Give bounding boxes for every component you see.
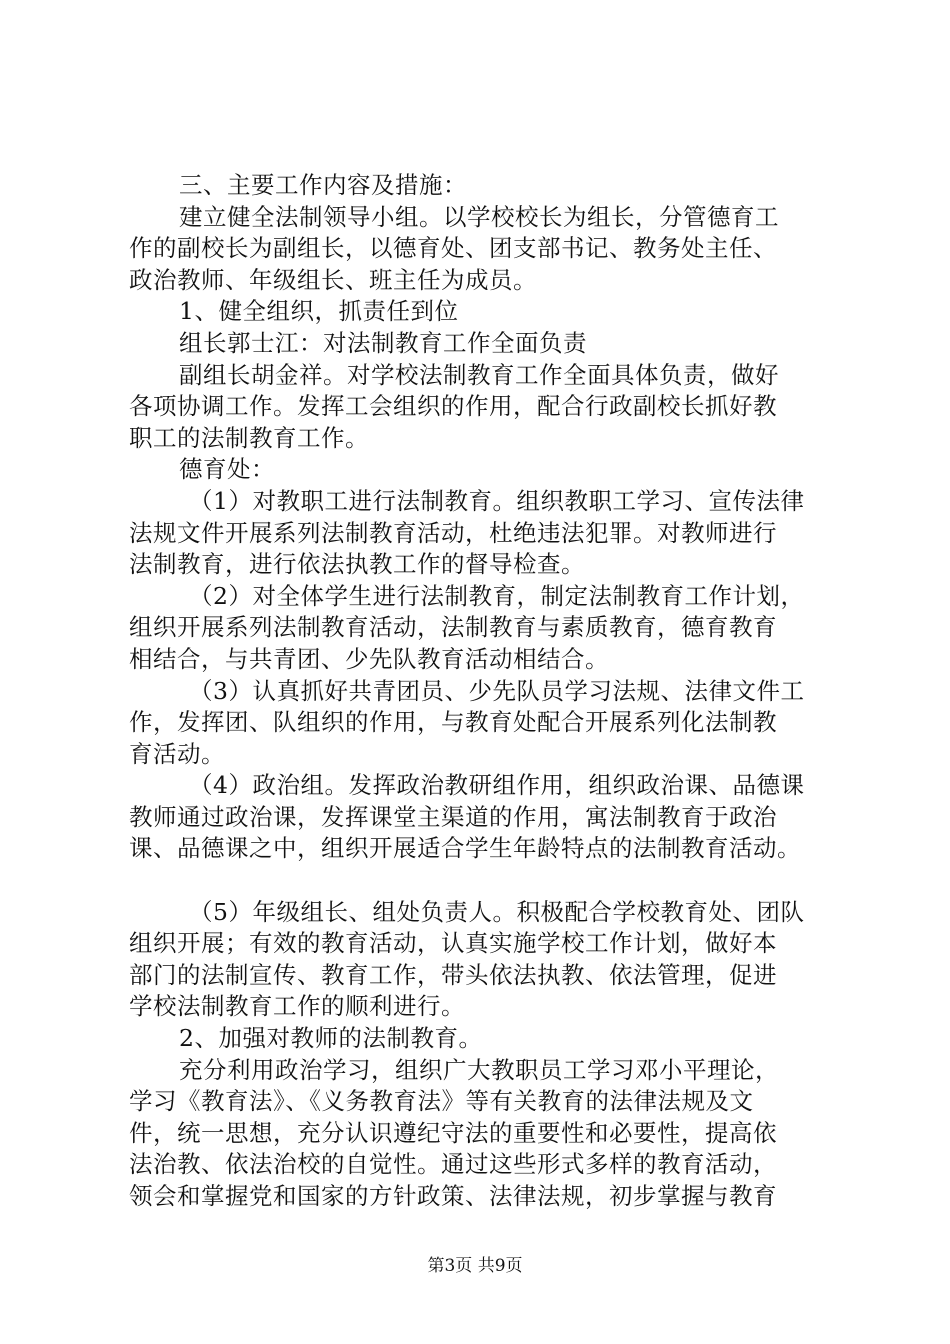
paragraph-line: 组长郭士江：对法制教育工作全面负责 (179, 328, 587, 357)
paragraph-line: 职工的法制教育工作。 (129, 423, 369, 452)
paragraph-line: 作，发挥团、队组织的作用，与教育处配合开展系列化法制教 (129, 708, 777, 737)
paragraph-line: 副组长胡金祥。对学校法制教育工作全面具体负责，做好 (179, 360, 779, 389)
paragraph-line: 领会和掌握党和国家的方针政策、法律法规，初步掌握与教育 (129, 1182, 777, 1210)
paragraph-line: 法规文件开展系列法制教育活动，杜绝违法犯罪。对教师进行 (129, 518, 777, 547)
subheading-line: 1、健全组织，抓责任到位 (179, 297, 459, 326)
paragraph-line: 德育处： (179, 455, 275, 484)
paragraph-line: 组织开展系列法制教育活动，法制教育与素质教育，德育教育 (129, 613, 777, 642)
page-number-footer: 第3页 共9页 (427, 1256, 523, 1276)
list-item-line: （1）对教职工进行法制教育。组织教职工学习、宣传法律 (189, 486, 805, 515)
paragraph-line: 充分利用政治学习，组织广大教职员工学习邓小平理论， (179, 1055, 779, 1084)
paragraph-line: 课、品德课之中，组织开展适合学生年龄特点的法制教育活动。 (129, 834, 801, 863)
paragraph-line: 件，统一思想，充分认识遵纪守法的重要性和必要性，提高依 (129, 1118, 777, 1147)
subheading-line: 2、加强对教师的法制教育。 (179, 1024, 483, 1053)
section-heading: 三、主要工作内容及措施： (179, 171, 467, 199)
paragraph-line: 建立健全法制领导小组。以学校校长为组长，分管德育工 (179, 202, 779, 231)
list-item-line: （4）政治组。发挥政治教研组作用，组织政治课、品德课 (189, 771, 805, 800)
paragraph-line: 相结合，与共青团、少先队教育活动相结合。 (129, 644, 609, 673)
paragraph-line: 政治教师、年级组长、班主任为成员。 (129, 265, 537, 294)
paragraph-line: 法治教、依法治校的自觉性。通过这些形式多样的教育活动， (129, 1150, 777, 1179)
paragraph-line: 部门的法制宣传、教育工作，带头依法执教、依法管理，促进 (129, 960, 777, 989)
blank-line (129, 865, 849, 897)
paragraph-line: 育活动。 (129, 739, 225, 768)
paragraph-line: 法制教育，进行依法执教工作的督导检查。 (129, 550, 585, 579)
paragraph-line: 组织开展；有效的教育活动，认真实施学校工作计划，做好本 (129, 929, 777, 958)
paragraph-line: 学校法制教育工作的顺利进行。 (129, 992, 465, 1021)
paragraph-line: 各项协调工作。发挥工会组织的作用，配合行政副校长抓好教 (129, 392, 777, 421)
document-body (129, 170, 849, 1213)
paragraph-line: 学习《教育法》、《义务教育法》等有关教育的法律法规及文 (129, 1087, 754, 1116)
list-item-line: （2）对全体学生进行法制教育，制定法制教育工作计划， (189, 581, 805, 610)
paragraph-line: 教师通过政治课，发挥课堂主渠道的作用，寓法制教育于政治 (129, 802, 777, 831)
paragraph-line: 作的副校长为副组长，以德育处、团支部书记、教务处主任、 (129, 234, 777, 263)
list-item-line: （3）认真抓好共青团员、少先队员学习法规、法律文件工 (189, 676, 805, 705)
list-item-line: （5）年级组长、组处负责人。积极配合学校教育处、团队 (189, 897, 805, 926)
